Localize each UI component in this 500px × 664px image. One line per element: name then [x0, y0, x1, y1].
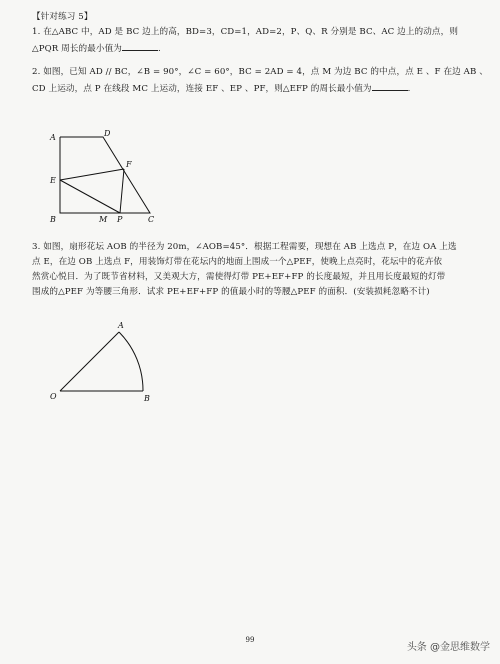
label-o: O: [50, 392, 57, 401]
segment-fp: [120, 169, 124, 213]
label-m: M: [99, 215, 108, 224]
q1-line2: [32, 41, 161, 55]
segment-ef: [60, 169, 124, 180]
label-f: F: [126, 160, 132, 169]
segment-ep: [60, 180, 120, 213]
watermark: 头条 @金思维数学: [406, 642, 490, 653]
q2-line2-end: .: [407, 84, 411, 94]
q2-line2: [32, 81, 410, 95]
q2-trapezoid-figure: [40, 125, 170, 225]
q1-answer-blank: [122, 41, 158, 51]
q3-line1: 3. 如图，扇形花坛 AOB 的半径为 20m，∠AOB=45°．根据工程需要，现想在 AB 上选点 P，在边 OA 上选: [32, 242, 457, 252]
q2-line2-text: CD 上运动，点 P 在线段 MC 上运动，连接 EF 、EP 、PF，则△EFP 的周长最小值为: [32, 84, 372, 94]
label-d: D: [104, 129, 111, 138]
arc-ab: [119, 332, 143, 391]
q3-line4: 围成的△PEF 为等腰三角形．试求 PE+EF+FP 的值最小时的等腰△PEF 的面积．(安装损耗忽略不计): [32, 287, 430, 297]
q3-line2: 点 E，在边 OB 上选点 F，用装饰灯带在花坛内的地面上围成一个△PEF，使晚上点亮时，花坛中的花卉依: [32, 257, 443, 267]
q1-line2-text: △PQR 周长的最小值为: [32, 44, 122, 54]
label-c: C: [148, 215, 155, 224]
label-a-sector: A: [118, 321, 124, 330]
q3-line3: 然赏心悦目．为了既节省材料，又美观大方，需使得灯带 PE+EF+FP 的长度最短，并且用长度最短的灯带: [32, 272, 446, 282]
label-p: P: [117, 215, 123, 224]
section-title: 【针对练习 5】: [32, 12, 93, 22]
label-e: E: [50, 176, 56, 185]
label-b: B: [50, 215, 56, 224]
q1-line1: 1. 在△ABC 中，AD 是 BC 边上的高，BD=3，CD=1，AD=2，P、Q、R 分别是 BC、AC 边上的动点，则: [32, 27, 459, 37]
q3-sector-figure: [40, 318, 170, 408]
label-b-sector: B: [144, 394, 150, 403]
q1-line2-end: .: [158, 44, 161, 54]
page-number: 99: [245, 636, 255, 644]
label-a: A: [50, 133, 56, 142]
trapezoid-outline: [60, 137, 150, 213]
radius-oa: [60, 332, 119, 391]
q2-answer-blank: [372, 81, 408, 91]
q2-line1: 2. 如图，已知 AD // BC，∠B = 90°，∠C = 60°，BC = 2AD = 4，点 M 为边 BC 的中点，点 E 、F 在边 AB 、: [32, 67, 488, 77]
